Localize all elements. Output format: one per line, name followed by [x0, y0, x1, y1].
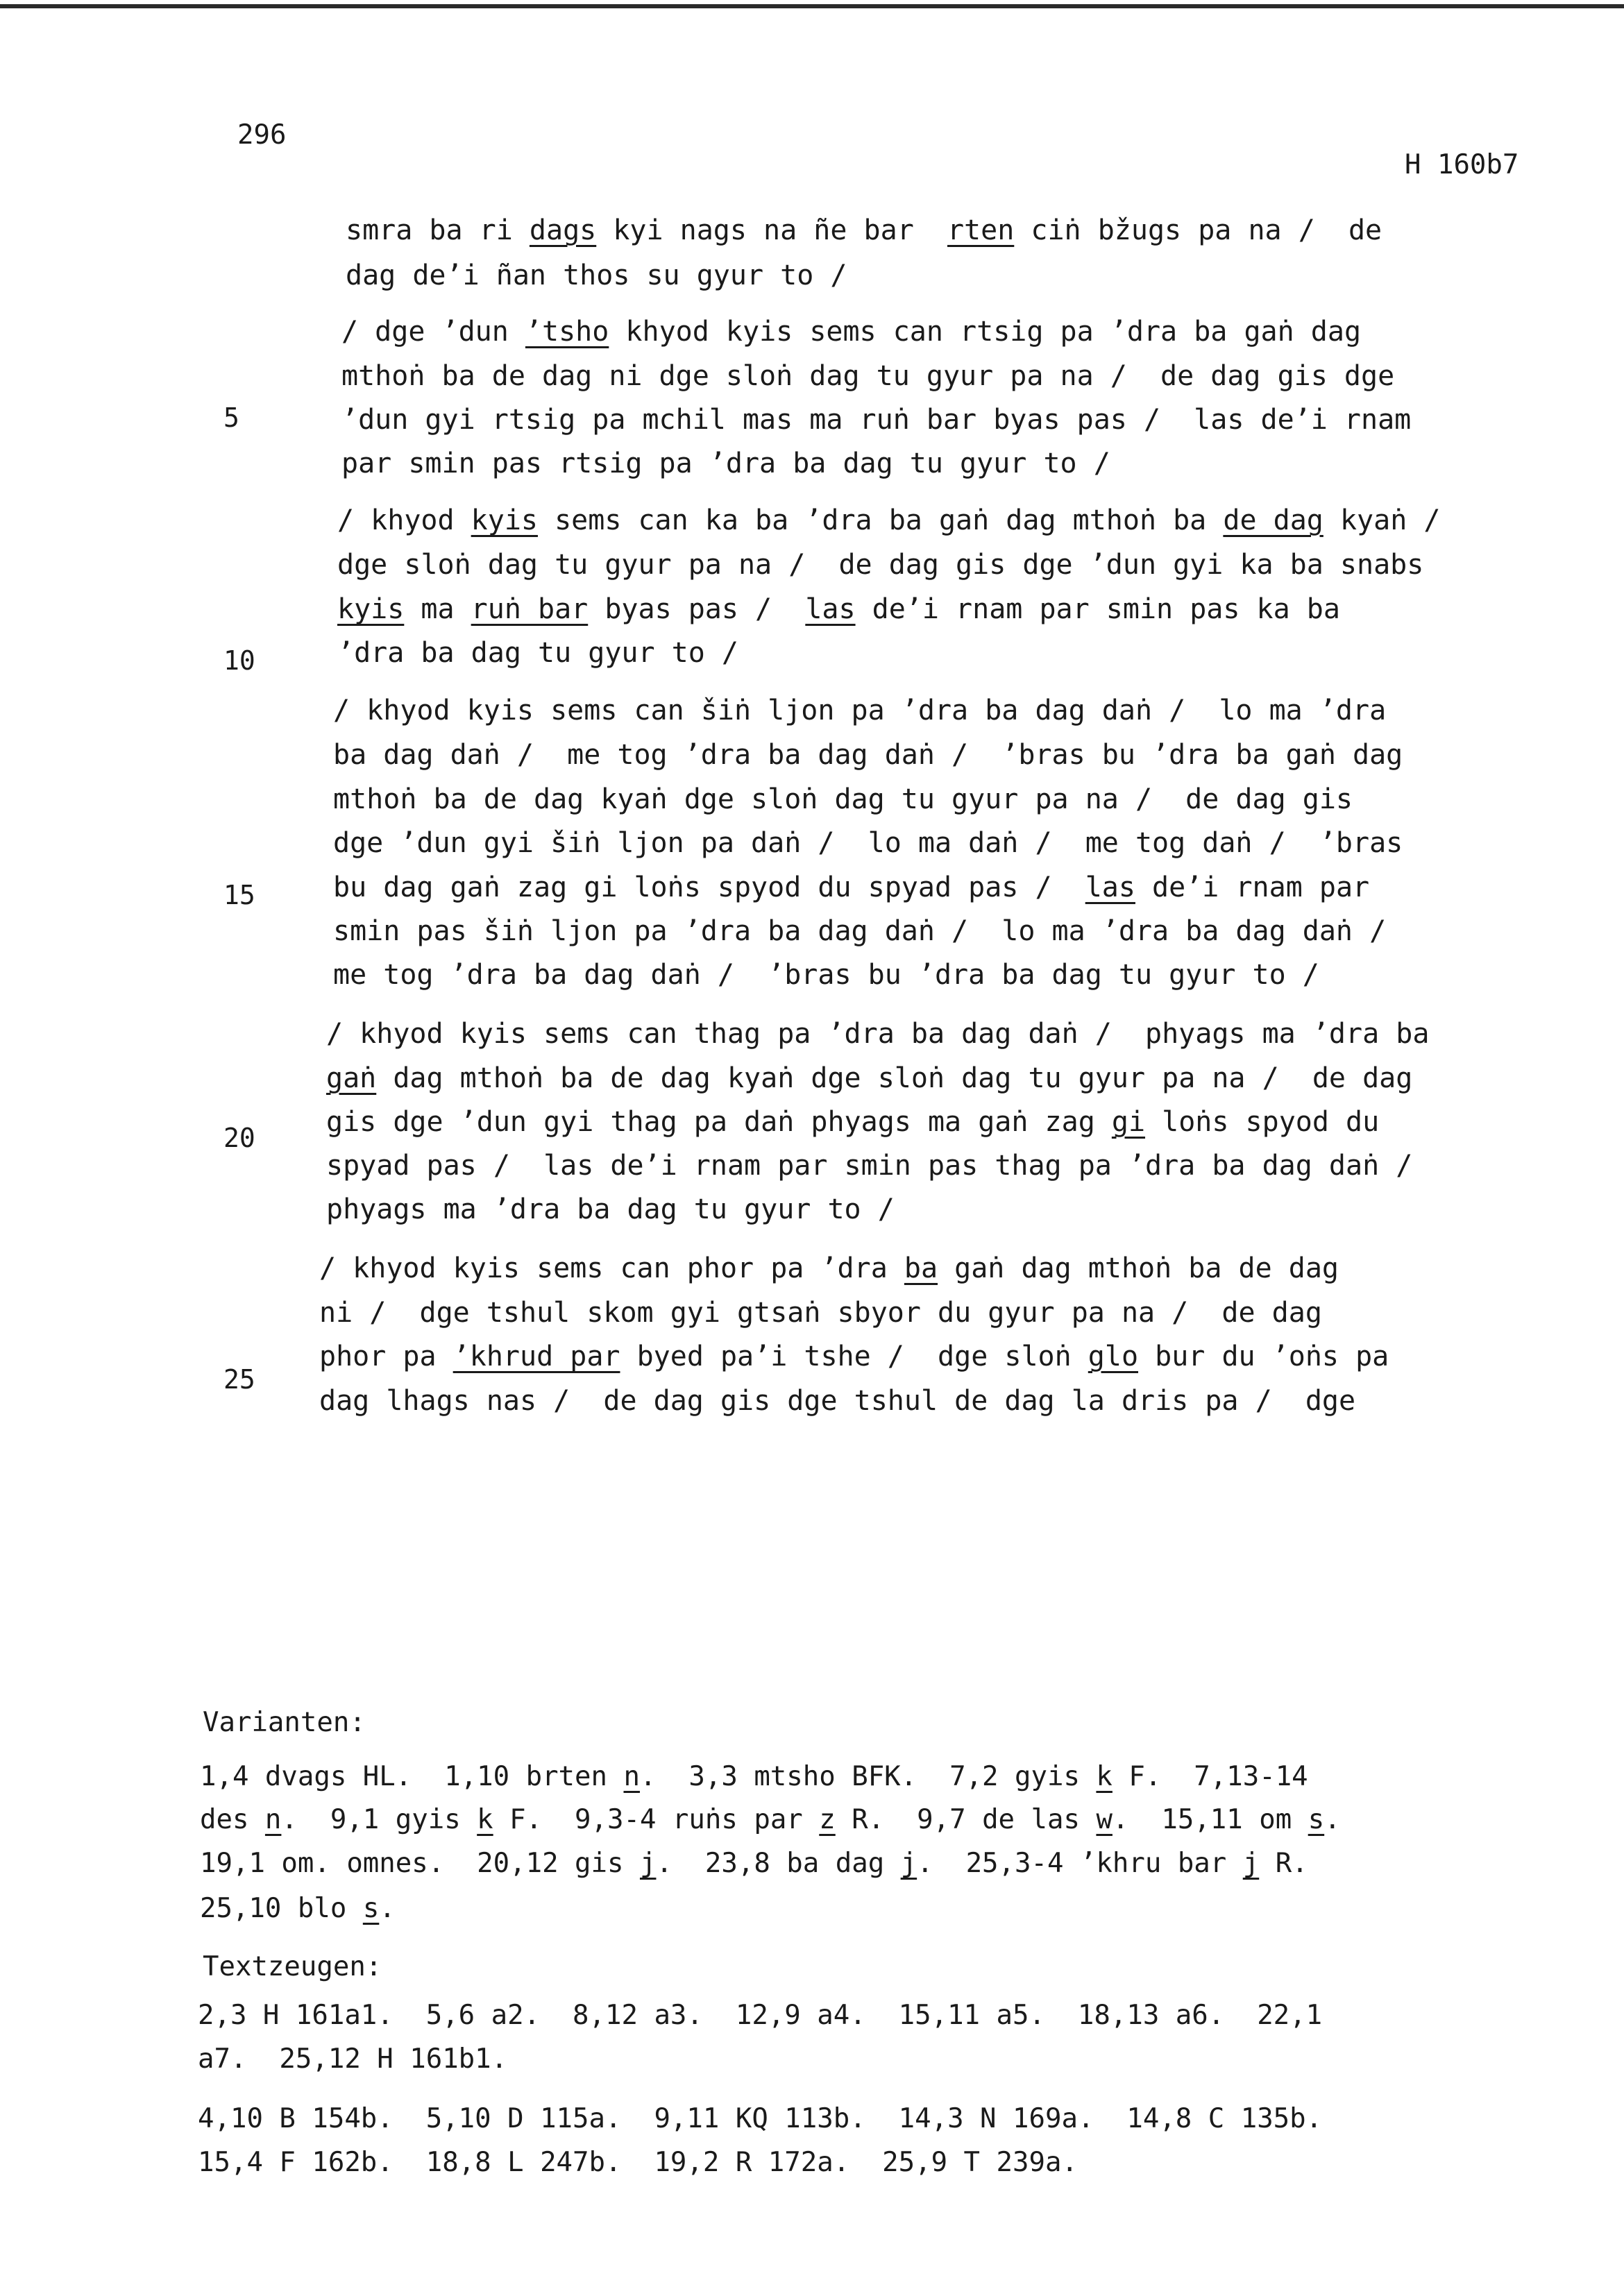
text-line [337, 595, 1340, 623]
text-line [346, 216, 1382, 244]
underlined-word: ruṅ bar [471, 593, 589, 625]
text-segment: . 25,3-4 ’khru bar [917, 1848, 1243, 1879]
text-segment: 25,10 blo [200, 1893, 363, 1924]
text-line [341, 406, 1411, 434]
text-segment: me tog ’dra ba dag daṅ / ’bras bu ’dra ba dag tu gyur to / [333, 959, 1319, 991]
text-segment: smin pas šiṅ ljon pa ’dra ba dag daṅ / lo ma ’dra ba dag daṅ / [333, 915, 1387, 947]
text-segment: spyad pas / las de’i rnam par smin pas thag pa ’dra ba dag daṅ / [326, 1150, 1413, 1182]
textzeugen-line [198, 2043, 507, 2075]
underlined-word: j [900, 1848, 917, 1879]
underlined-word: kyis [337, 593, 405, 625]
underlined-word: las [1085, 871, 1135, 903]
text-line [326, 1108, 1379, 1136]
textzeugen-line [198, 2000, 1322, 2031]
text-segment: de’i rnam par [1135, 871, 1370, 903]
text-line [333, 697, 1386, 724]
text-segment: ma [404, 593, 471, 625]
text-segment: bur du ’oṅs pa [1138, 1341, 1389, 1372]
underlined-word: dags [529, 214, 597, 246]
text-segment: par smin pas rtsig pa ’dra ba dag tu gyur to / [341, 448, 1110, 479]
line-number: 5 [223, 402, 239, 433]
text-segment: . 9,1 gyis [281, 1804, 477, 1835]
underlined-word: las [805, 593, 856, 625]
text-segment: 4,10 B 154b. 5,10 D 115a. 9,11 KQ 113b. 14,3 N 169a. 14,8 C 135b. [198, 2103, 1323, 2134]
text-segment: ba dag daṅ / me tog ’dra ba dag daṅ / ’bras bu ’dra ba gaṅ dag [333, 739, 1403, 771]
underlined-word: gaṅ [326, 1062, 377, 1094]
text-segment: byed pa’i tshe / dge sloṅ [620, 1341, 1088, 1372]
scan-top-border [0, 4, 1624, 8]
textzeugen-title: Textzeugen: [203, 1951, 382, 1982]
underlined-word: s [362, 1893, 380, 1924]
text-line [333, 961, 1319, 989]
text-segment: mthoṅ ba de dag kyaṅ dge sloṅ dag tu gyur pa na / de dag gis [333, 783, 1353, 815]
text-line [333, 785, 1353, 813]
text-line [333, 871, 1370, 903]
text-segment: dge sloṅ dag tu gyur pa na / de dag gis dge ’dun gyi ka ba snabs [337, 549, 1424, 581]
underlined-word: rten [947, 214, 1015, 246]
underlined-word: w [1096, 1804, 1113, 1835]
underlined-word: s [1308, 1804, 1325, 1835]
text-line [333, 917, 1386, 945]
underlined-word: ba [904, 1252, 938, 1284]
text-line [319, 1387, 1355, 1415]
underlined-word: k [1096, 1761, 1113, 1792]
text-segment: smra ba ri [346, 214, 530, 246]
text-line [333, 741, 1403, 769]
variant-line [200, 1893, 396, 1924]
textzeugen-line [198, 2147, 1078, 2178]
text-line [326, 1193, 895, 1225]
text-segment: 19,1 om. omnes. 20,12 gis [200, 1848, 640, 1879]
line-number: 20 [223, 1123, 255, 1153]
text-segment: ni / dge tshul skom gyi gtsaṅ sbyor du gyur pa na / de dag [319, 1297, 1322, 1329]
text-segment: phyags ma ’dra ba dag tu gyur to / [326, 1193, 895, 1225]
text-segment: / khyod kyis sems can phor pa ’dra [319, 1252, 904, 1284]
text-segment: byas pas / [588, 593, 806, 625]
text-segment: 1,4 dvags HL. 1,10 brten [200, 1761, 624, 1792]
text-line [341, 362, 1394, 390]
text-segment: / khyod [337, 504, 471, 536]
underlined-word: gi [1111, 1106, 1146, 1138]
text-segment: / dge ’dun [341, 316, 525, 348]
variant-line [200, 1848, 1308, 1879]
text-line [319, 1299, 1322, 1327]
underlined-word: j [1242, 1848, 1260, 1879]
underlined-word: n [623, 1761, 640, 1792]
text-segment: khyod kyis sems can rtsig pa ’dra ba gaṅ dag [609, 316, 1362, 348]
text-segment: a7. 25,12 H 161b1. [198, 2043, 508, 2075]
manuscript-reference: H 160b7 [1405, 149, 1519, 180]
text-line [341, 318, 1361, 346]
text-segment: . [1324, 1804, 1341, 1835]
line-number: 15 [223, 880, 255, 910]
text-segment: kyi nags na ñe bar [596, 214, 947, 246]
text-segment: dag lhags nas / de dag gis dge tshul de dag la dris pa / dge [319, 1385, 1356, 1417]
text-segment: de’i rnam par smin pas ka ba [855, 593, 1340, 625]
text-segment: des [200, 1804, 265, 1835]
underlined-word: k [477, 1804, 493, 1835]
text-line [319, 1343, 1389, 1370]
text-segment: dag mthoṅ ba de dag kyaṅ dge sloṅ dag tu gyur pa na / de dag [376, 1062, 1413, 1094]
line-number: 10 [223, 645, 255, 676]
text-segment: / khyod kyis sems can thag pa ’dra ba dag daṅ / phyags ma ’dra ba [326, 1018, 1430, 1050]
text-segment: dge ’dun gyi šiṅ ljon pa daṅ / lo ma daṅ / me tog daṅ / ’bras [333, 827, 1403, 859]
text-segment: ciṅ bžugs pa na / de [1014, 214, 1382, 246]
text-segment: . 3,3 mtsho BFK. 7,2 gyis [639, 1761, 1097, 1792]
text-segment: mthoṅ ba de dag ni dge sloṅ dag tu gyur pa na / de dag gis dge [341, 360, 1395, 392]
underlined-word: z [819, 1804, 836, 1835]
text-segment: sems can ka ba ’dra ba gaṅ dag mthoṅ ba [537, 504, 1224, 536]
text-segment: F. 9,3-4 ruṅs par [493, 1804, 820, 1835]
variant-line [200, 1804, 1341, 1835]
underlined-word: ’tsho [525, 316, 609, 348]
text-line [337, 504, 1441, 536]
text-segment: loṅs spyod du [1145, 1106, 1380, 1138]
text-line [326, 1064, 1412, 1092]
text-line [337, 551, 1423, 579]
text-segment: R. [1259, 1848, 1308, 1879]
underlined-word: n [264, 1804, 282, 1835]
text-segment: dag de’i ñan thos su gyur to / [346, 260, 847, 291]
text-segment: / khyod kyis sems can šiṅ ljon pa ’dra ba dag daṅ / lo ma ’dra [333, 695, 1387, 726]
varianten-title: Varianten: [203, 1707, 366, 1738]
textzeugen-line [198, 2103, 1322, 2134]
text-segment: phor pa [319, 1341, 453, 1372]
text-segment: 15,4 F 162b. 18,8 L 247b. 19,2 R 172a. 25,9 T 239a. [198, 2147, 1078, 2178]
page-number: 296 [237, 119, 287, 151]
text-segment: ’dun gyi rtsig pa mchil mas ma ruṅ bar byas pas / las de’i rnam [341, 404, 1412, 436]
text-segment: . 23,8 ba dag [656, 1848, 901, 1879]
text-segment: gaṅ dag mthoṅ ba de dag [938, 1252, 1339, 1284]
text-segment: bu dag gaṅ zag gi loṅs spyod du spyad pas / [333, 871, 1085, 903]
text-segment: kyaṅ / [1323, 504, 1441, 536]
text-segment: . 15,11 om [1112, 1804, 1308, 1835]
text-segment: R. 9,7 de las [835, 1804, 1097, 1835]
text-segment: 2,3 H 161a1. 5,6 a2. 8,12 a3. 12,9 a4. 15,11 a5. 18,13 a6. 22,1 [198, 2000, 1323, 2031]
text-segment: . [379, 1893, 396, 1924]
text-line [326, 1152, 1412, 1180]
text-line [346, 262, 847, 289]
text-line [333, 829, 1403, 857]
text-line [319, 1252, 1339, 1284]
line-number: 25 [223, 1364, 255, 1395]
text-segment: gis dge ’dun gyi thag pa daṅ phyags ma gaṅ zag [326, 1106, 1112, 1138]
underlined-word: glo [1088, 1341, 1139, 1372]
text-segment: ’dra ba dag tu gyur to / [337, 637, 738, 669]
underlined-word: de dag [1223, 504, 1323, 536]
text-line [337, 639, 738, 667]
underlined-word: j [639, 1848, 657, 1879]
text-line [341, 450, 1110, 477]
text-segment: F. 7,13-14 [1112, 1761, 1308, 1792]
text-line [326, 1020, 1429, 1048]
underlined-word: kyis [471, 504, 538, 536]
variant-line [200, 1761, 1308, 1792]
underlined-word: ’khrud par [452, 1341, 620, 1372]
